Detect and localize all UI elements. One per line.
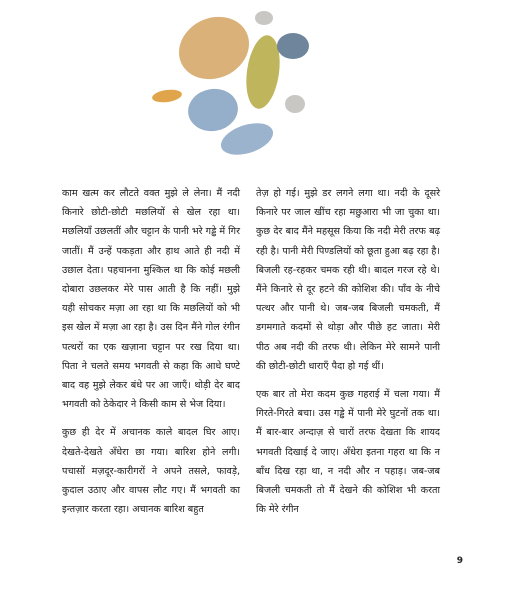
right-column bbox=[256, 184, 440, 528]
paragraph: एक बार तो मेरा कदम कुछ गहराई में चला गया। मैं गिरते-गिरते बचा। उस गड्ढे में पानी मेरे घुटनों तक था। मैं बार-बार अन्दाज़ से चारों तरफ देखता कि शायद भगवती दिखाई दे जाए। अँधेरा इतना गहरा था कि न बाँध दिख रहा था, न नदी और न पहाड़। जब-जब बिजली चमकती तो मैं देखने की कोशिश भी करता कि मेरे रंगीन bbox=[256, 389, 440, 516]
paragraph: तेज़ हो गई। मुझे डर लगने लगा था। नदी के दूसरे किनारे पर जाल खींच रहा मछुआरा भी जा चुका था। कुछ देर बाद मैंने महसूस किया कि नदी मेरी तरफ बढ़ रही है। पानी मेरी पिण्डलियों को छूता हुआ बढ़ रहा है। बिजली रह-रहकर चमक रही थी। बादल गरज रहे थे। मैंने किनारे से दूर हटने की कोशिश की। पाँव के नीचे पत्थर और पानी थे। जब-जब बिजली चमकती, मैं डगमगाते कदमों से थोड़ा और पीछे हट जाता। मेरी पीठ अब नदी की तरफ थी। लेकिन मेरे सामने पानी की छोटी-छोटी धाराएँ पैदा हो गई थीं। bbox=[256, 188, 440, 372]
left-column bbox=[62, 184, 240, 528]
paragraph: काम खत्म कर लौटते वक्त मुझे ले लेना। मैं नदी किनारे छोटी-छोटी मछलियों से खेल रहा था। मछलियाँ उछलतीं और चट्टान के पानी भरे गड्ढे में गिर जातीं। मैं उन्हें पकड़ता और हाथ आते ही नदी में उछाल देता। पहचानना मुश्किल था कि कोई मछली दोबारा उछलकर मेरे पास आती है कि नहीं। मुझे यही सोचकर मज़ा आ रहा था कि मछलियों को भी इस खेल में मज़ा आ रहा है। उस दिन मैंने गोल रंगीन पत्थरों का एक खज़ाना चट्टान पर रख दिया था। पिता ने चलते समय भगवती से कहा कि आधे घण्टे बाद वह मुझे लेकर बंधे पर आ जाएँ। थोड़ी देर बाद भगवती को ठेकेदार ने किसी काम से भेज दिया। bbox=[62, 188, 240, 411]
river-stones-illustration bbox=[140, 2, 330, 162]
page-number: 9 bbox=[456, 556, 463, 566]
stones-icon bbox=[140, 2, 330, 162]
paragraph: कुछ ही देर में अचानक काले बादल घिर आए। देखते-देखते अँधेरा छा गया। बारिश होने लगी। पचासों मज़दूर-कारीगरों ने अपने तसले, फावड़े, कुदाल उठाए और वापस लौट गए। मैं भगवती का इन्तज़ार करता रहा। अचानक बारिश बहुत bbox=[62, 427, 240, 516]
